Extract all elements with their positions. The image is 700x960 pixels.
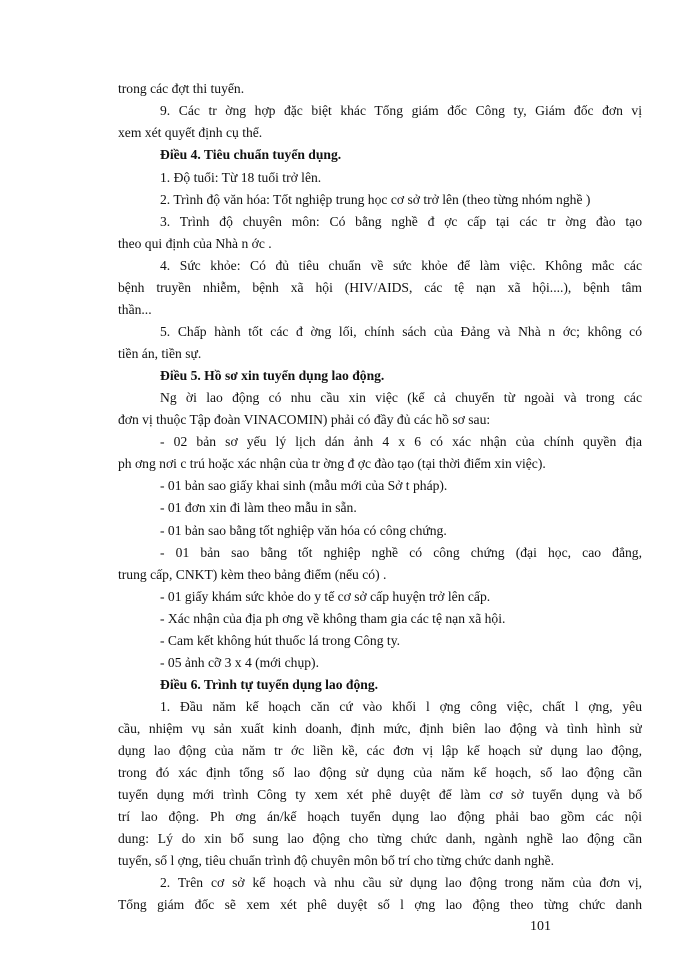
list-item: - 05 ảnh cỡ 3 x 4 (mới chụp). bbox=[160, 655, 319, 670]
list-item: - 02 bản sơ yếu lý lịch dán ảnh 4 x 6 có xác nhận của chính quyền địa bbox=[160, 434, 642, 449]
section-heading: Điều 5. Hồ sơ xin tuyển dụng lao động. bbox=[160, 368, 385, 383]
text-line: xem xét quyết định cụ thể. bbox=[118, 125, 263, 140]
text-line: Tổng giám đốc sẽ xem xét phê duyệt số l ợng lao động theo từng chức danh bbox=[118, 897, 642, 912]
text-line: 1. Đầu năm kế hoạch căn cứ vào khối l ợng công việc, chất l ợng, yêu bbox=[160, 699, 642, 714]
list-item: - 01 đơn xin đi làm theo mẫu in sẵn. bbox=[160, 500, 357, 515]
text-line: tuyển dụng mới trình Công ty xem xét phê duyệt để làm cơ sở tuyển dụng và bố bbox=[118, 787, 642, 802]
text-line: 4. Sức khỏe: Có đủ tiêu chuẩn về sức khỏe để làm việc. Không mắc các bbox=[160, 258, 642, 273]
text-line: tuyển, số l ợng, tiêu chuẩn trình độ chuyên môn bố trí cho từng chức danh nghề. bbox=[118, 853, 555, 868]
section-heading: Điều 4. Tiêu chuẩn tuyển dụng. bbox=[160, 147, 342, 162]
text-line: 9. Các tr ờng hợp đặc biệt khác Tổng giám đốc Công ty, Giám đốc đơn vị bbox=[160, 103, 642, 118]
list-item: - 01 bản sao giấy khai sinh (mẫu mới của Sở t pháp). bbox=[160, 478, 448, 493]
text-line: 1. Độ tuổi: Từ 18 tuổi trở lên. bbox=[160, 170, 322, 185]
text-line: tiền án, tiền sự. bbox=[118, 346, 202, 361]
section-heading: Điều 6. Trình tự tuyển dụng lao động. bbox=[160, 677, 379, 692]
text-line: trong đó xác định tổng số lao động sử dụng của năm kế hoạch, số lao động cần bbox=[118, 765, 642, 780]
list-item: - 01 bản sao bằng tốt nghiệp nghề có công chứng (đại học, cao đẳng, bbox=[160, 545, 642, 560]
list-item: - 01 bản sao bằng tốt nghiệp văn hóa có công chứng. bbox=[160, 523, 447, 538]
list-item: - 01 giấy khám sức khỏe do y tế cơ sở cấp huyện trở lên cấp. bbox=[160, 589, 491, 604]
text-line: 2. Trên cơ sở kế hoạch và nhu cầu sử dụng lao động trong năm của đơn vị, bbox=[160, 875, 642, 890]
text-line: theo qui định của Nhà n ớc . bbox=[118, 236, 272, 251]
text-line: 2. Trình độ văn hóa: Tốt nghiệp trung học cơ sở trở lên (theo từng nhóm nghề ) bbox=[160, 192, 591, 207]
text-line: ph ơng nơi c trú hoặc xác nhận của tr ờng đ ợc đào tạo (tại thời điểm xin việc). bbox=[118, 456, 546, 471]
text-line: thần... bbox=[118, 302, 152, 317]
text-line: trí lao động. Ph ơng án/kế hoạch tuyển dụng lao động phải bao gồm các nội bbox=[118, 809, 642, 824]
text-line: cầu, nhiệm vụ sản xuất kinh doanh, định mức, định biên lao động và tình hình sử bbox=[118, 721, 642, 736]
list-item: - Xác nhận của địa ph ơng về không tham gia các tệ nạn xã hội. bbox=[160, 611, 506, 626]
text-line: 5. Chấp hành tốt các đ ờng lối, chính sách của Đảng và Nhà n ớc; không có bbox=[160, 324, 642, 339]
list-item: - Cam kết không hút thuốc lá trong Công ty. bbox=[160, 633, 401, 648]
text-line: trung cấp, CNKT) kèm theo bảng điểm (nếu có) . bbox=[118, 567, 387, 582]
text-line: trong các đợt thi tuyển. bbox=[118, 81, 245, 96]
page-number: 101 bbox=[530, 919, 551, 934]
text-line: bệnh truyền nhiễm, bệnh xã hội (HIV/AIDS, các tệ nạn xã hội....), bệnh tâm bbox=[118, 280, 642, 295]
text-line: dụng lao động của năm tr ớc liền kề, các đơn vị lập kế hoạch sử dụng lao động, bbox=[118, 743, 642, 758]
text-line: Ng ời lao động có nhu cầu xin việc (kể cả chuyển từ ngoài và trong các bbox=[160, 390, 642, 405]
text-line: dung: Lý do xin bổ sung lao động cho từng chức danh, ngành nghề lao động cần bbox=[118, 831, 642, 846]
text-line: đơn vị thuộc Tập đoàn VINACOMIN) phải có đầy đủ các hồ sơ sau: bbox=[118, 412, 491, 427]
text-line: 3. Trình độ chuyên môn: Có bằng nghề đ ợc cấp tại các tr ờng đào tạo bbox=[160, 214, 642, 229]
